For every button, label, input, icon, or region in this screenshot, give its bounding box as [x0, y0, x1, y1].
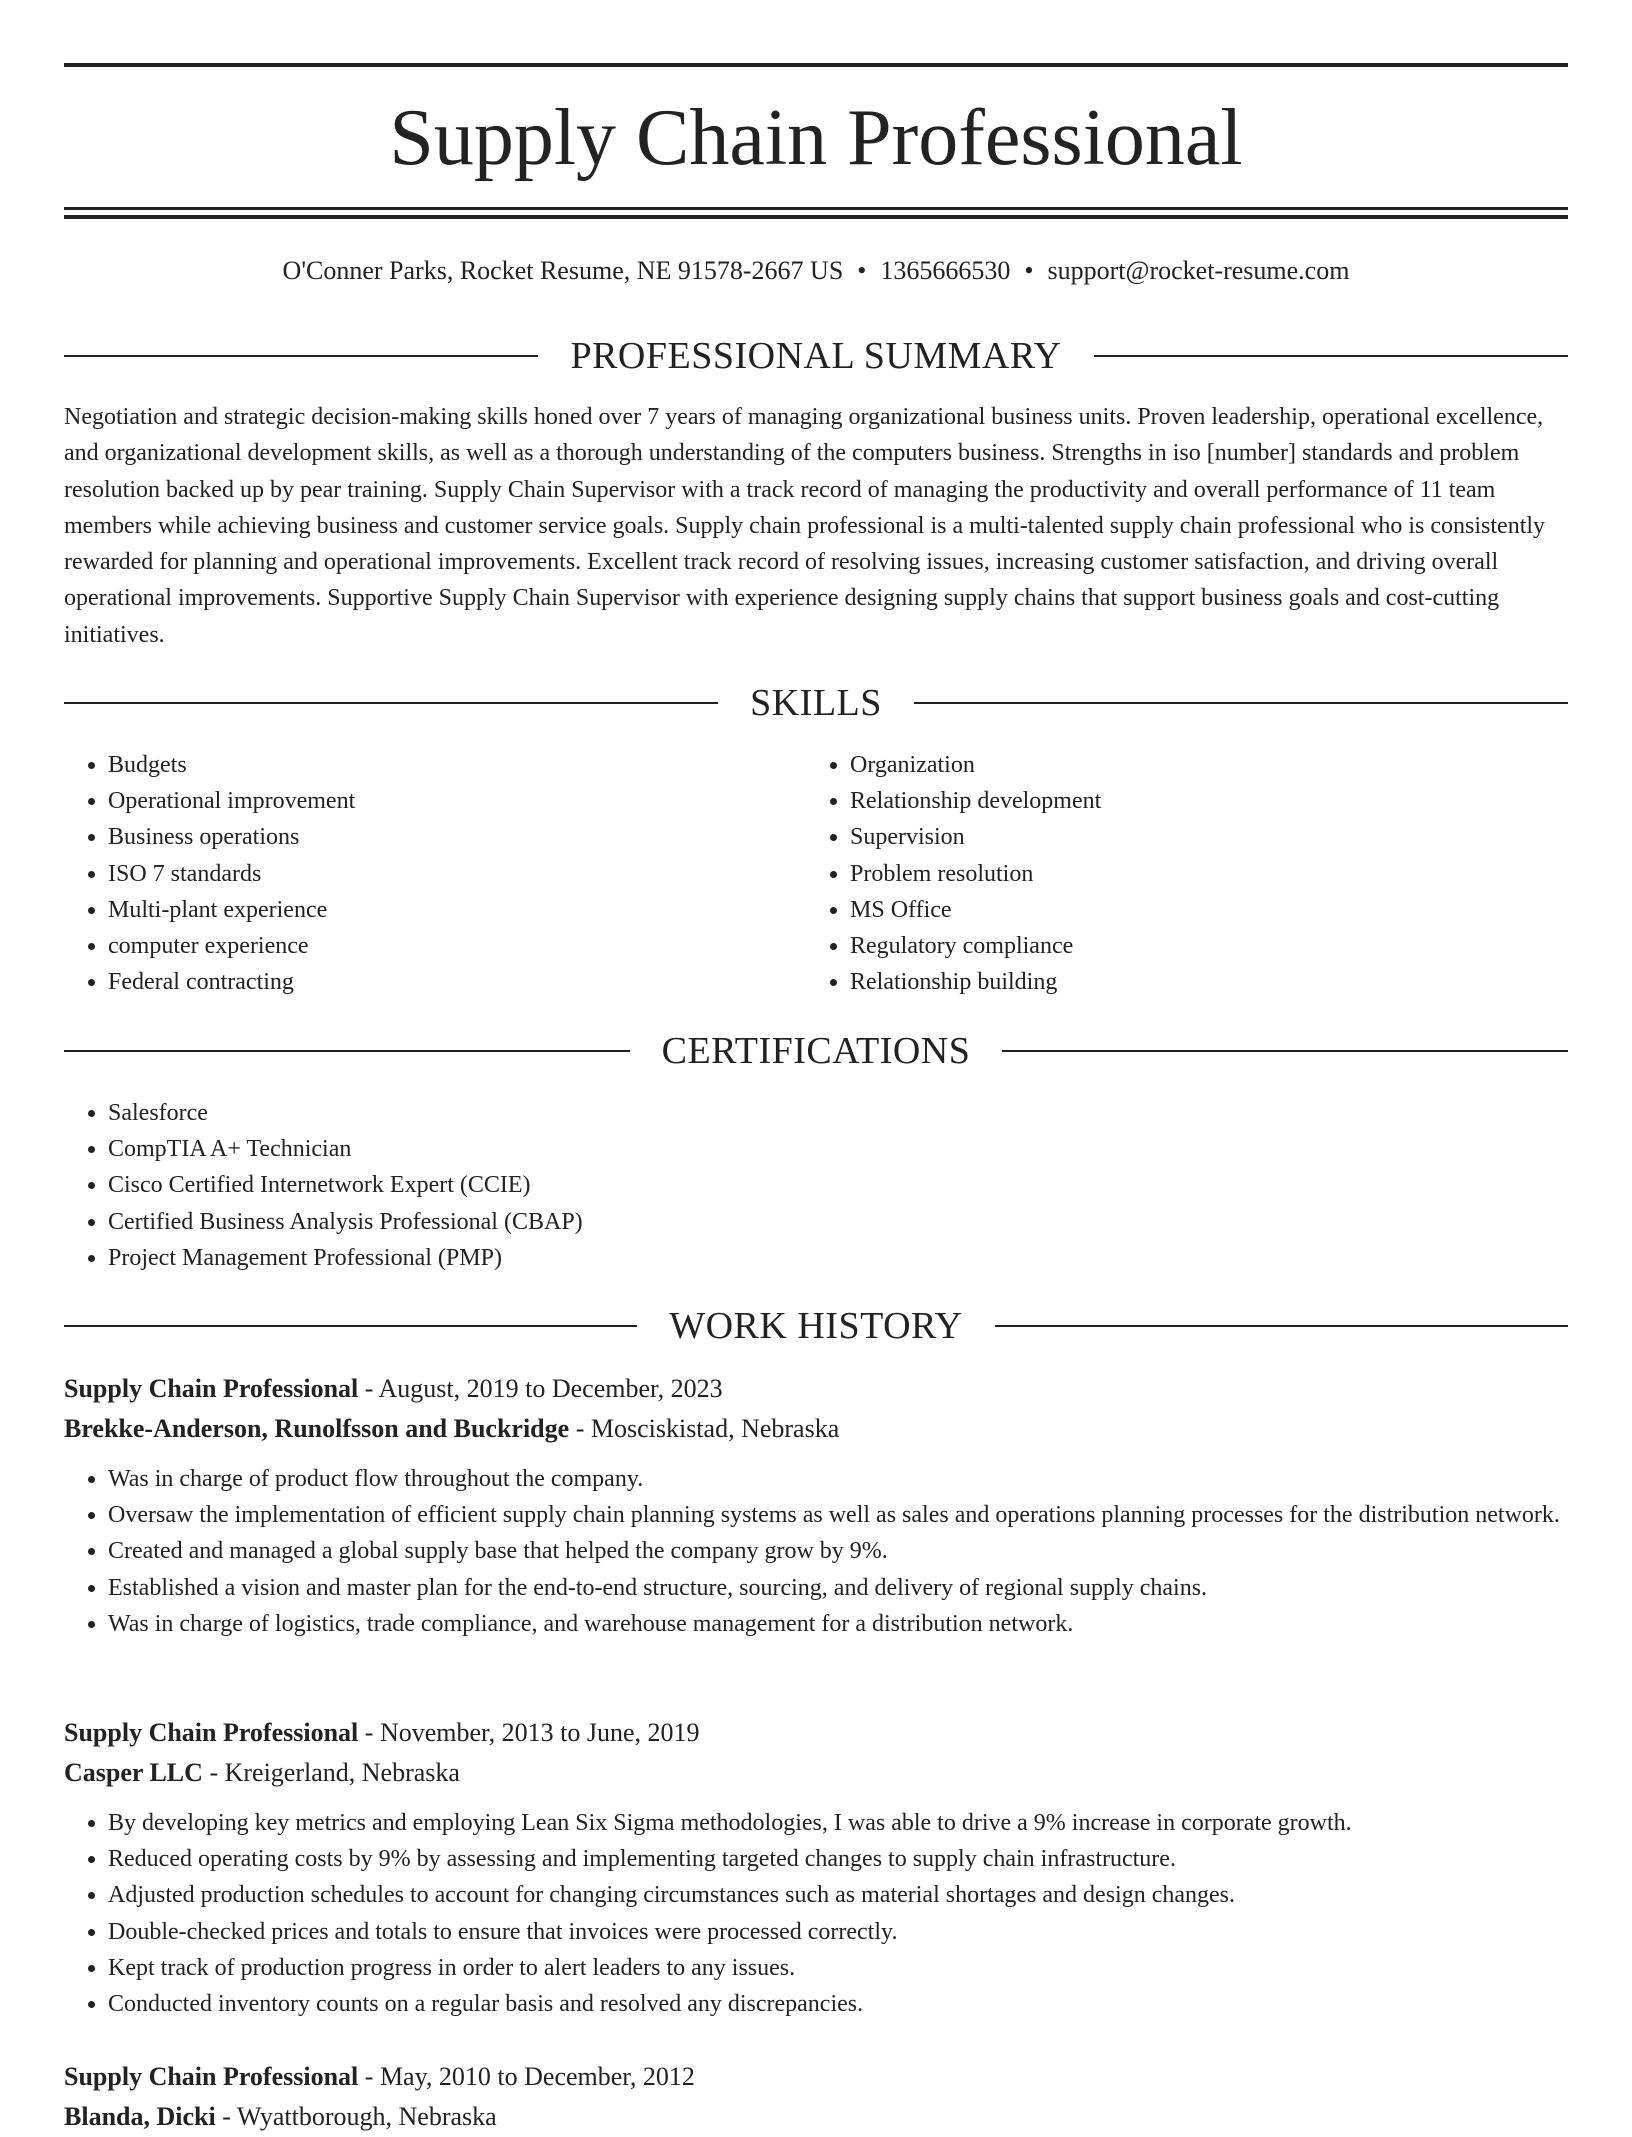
job-entry	[64, 1369, 1568, 1642]
skill-item: • Budgets	[108, 747, 804, 783]
contact-separator: •	[857, 256, 867, 285]
contact-separator: •	[1024, 256, 1034, 285]
title-rule-lower	[64, 215, 1568, 219]
skill-item: • computer experience	[108, 928, 804, 964]
job-title: Supply Chain Professional	[64, 2062, 359, 2091]
job-title-line	[64, 2057, 1568, 2097]
job-company-line	[64, 1753, 1568, 1793]
job-dates: - May, 2010 to December, 2012	[358, 2062, 695, 2091]
skills-list-left	[64, 747, 804, 1000]
certifications-heading: CERTIFICATIONS	[661, 1030, 971, 1072]
job-title: Supply Chain Professional	[64, 1374, 359, 1403]
skill-item: • Relationship development	[850, 783, 1546, 819]
skill-item: • ISO 7 standards	[108, 856, 804, 892]
section-divider	[64, 1325, 637, 1327]
job-duty: • Adjusted production schedules to account for changing circumstances such as material shortages and design changes.	[108, 1877, 1568, 1913]
job-title-line	[64, 1369, 1568, 1409]
skill-item: • Regulatory compliance	[850, 928, 1546, 964]
skill-item: • Relationship building	[850, 964, 1546, 1000]
job-entry	[64, 2057, 1568, 2137]
job-company: Brekke-Anderson, Runolfsson and Buckridge	[64, 1414, 570, 1443]
certification-item: • CompTIA A+ Technician	[108, 1131, 1564, 1167]
job-duty: • Established a vision and master plan for the end-to-end structure, sourcing, and delivery of regional supply chains.	[108, 1570, 1568, 1606]
job-location: - Mosciskistad, Nebraska	[569, 1414, 840, 1443]
job-location: - Wyattborough, Nebraska	[215, 2102, 497, 2131]
section-divider	[995, 1325, 1568, 1327]
section-divider	[64, 355, 538, 357]
contact-address: O'Conner Parks, Rocket Resume, NE 91578-2667 US	[282, 256, 844, 285]
section-divider	[914, 702, 1568, 704]
top-rule	[64, 63, 1568, 67]
skills-column-left	[64, 747, 804, 1000]
section-divider	[1002, 1050, 1568, 1052]
job-company-line	[64, 1409, 1568, 1449]
work-history-section-header	[64, 1304, 1568, 1348]
job-company-line	[64, 2097, 1568, 2137]
resume-title: Supply Chain Professional	[389, 94, 1243, 182]
section-divider	[1094, 355, 1568, 357]
job-duties-list	[64, 1461, 1568, 1642]
job-duty: • Was in charge of product flow throughout the company.	[108, 1461, 1568, 1497]
section-divider	[64, 1050, 630, 1052]
job-duty: • Conducted inventory counts on a regular basis and resolved any discrepancies.	[108, 1986, 1568, 2022]
work-history-heading: WORK HISTORY	[669, 1305, 963, 1347]
skill-item: • Federal contracting	[108, 964, 804, 1000]
certification-item: • Certified Business Analysis Professional (CBAP)	[108, 1204, 1564, 1240]
job-title-line	[64, 1713, 1568, 1753]
job-duty: • Double-checked prices and totals to ensure that invoices were processed correctly.	[108, 1914, 1568, 1950]
certification-item: • Salesforce	[108, 1095, 1564, 1131]
skills-list-right	[806, 747, 1546, 1000]
summary-heading: PROFESSIONAL SUMMARY	[570, 335, 1062, 377]
job-duty: • Oversaw the implementation of efficient supply chain planning systems as well as sales and operations planning processes for the distribution network.	[108, 1497, 1568, 1533]
job-title: Supply Chain Professional	[64, 1718, 359, 1747]
job-location: - Kreigerland, Nebraska	[202, 1758, 460, 1787]
skill-item: • Operational improvement	[108, 783, 804, 819]
summary-text: Negotiation and strategic decision-making skills honed over 7 years of managing organizational business units. Proven leadership, operational excellence, and organizational development skills, as well as a thorough understanding of the computers business. Strengths in iso [number] standards and problem resolution backed up by pear training. Supply Chain Supervisor with a track record of managing the productivity and overall performance of 11 team members while achieving business and customer service goals. Supply chain professional is a multi-talented supply chain professional who is consistently rewarded for planning and operational improvements. Excellent track record of resolving issues, increasing customer satisfaction, and driving overall operational improvements. Supportive Supply Chain Supervisor with experience designing supply chains that support business goals and cost-cutting initiatives.	[64, 404, 1546, 648]
job-duty: • Reduced operating costs by 9% by assessing and implementing targeted changes to supply chain infrastructure.	[108, 1841, 1568, 1877]
job-duties-list	[64, 1805, 1568, 2022]
certification-item: • Cisco Certified Internetwork Expert (CCIE)	[108, 1167, 1564, 1203]
contact-phone: 1365666530	[880, 256, 1011, 285]
contact-line	[64, 254, 1568, 288]
job-duty: • Was in charge of logistics, trade compliance, and warehouse management for a distribution network.	[108, 1606, 1568, 1642]
summary-section-header	[64, 334, 1568, 378]
skill-item: • Organization	[850, 747, 1546, 783]
job-duty: • By developing key metrics and employing Lean Six Sigma methodologies, I was able to drive a 9% increase in corporate growth.	[108, 1805, 1568, 1841]
title-rule-upper	[64, 207, 1568, 210]
skill-item: • Business operations	[108, 819, 804, 855]
skill-item: • Multi-plant experience	[108, 892, 804, 928]
job-company: Casper LLC	[64, 1758, 203, 1787]
job-duty: • Kept track of production progress in order to alert leaders to any issues.	[108, 1950, 1568, 1986]
certification-item: • Project Management Professional (PMP)	[108, 1240, 1564, 1276]
job-duty: • Created and managed a global supply base that helped the company grow by 9%.	[108, 1533, 1568, 1569]
job-company: Blanda, Dicki	[64, 2102, 216, 2131]
skills-section-header	[64, 681, 1568, 725]
skill-item: • Problem resolution	[850, 856, 1546, 892]
contact-email: support@rocket-resume.com	[1047, 256, 1350, 285]
certifications-section-header	[64, 1029, 1568, 1073]
section-divider	[64, 702, 718, 704]
job-dates: - August, 2019 to December, 2023	[358, 1374, 723, 1403]
job-dates: - November, 2013 to June, 2019	[358, 1718, 700, 1747]
skills-column-right	[806, 747, 1546, 1000]
job-entry	[64, 1713, 1568, 2022]
skill-item: • Supervision	[850, 819, 1546, 855]
certifications-list-wrapper	[64, 1095, 1564, 1276]
skill-item: • MS Office	[850, 892, 1546, 928]
certifications-list	[64, 1095, 1564, 1276]
skills-heading: SKILLS	[750, 682, 882, 724]
